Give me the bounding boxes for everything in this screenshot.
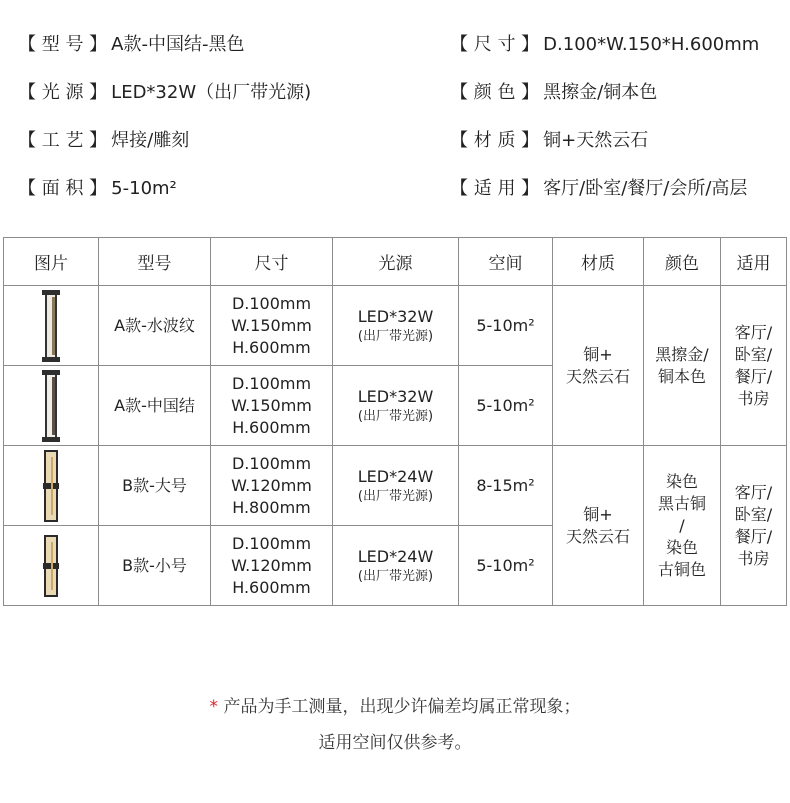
size-depth: D.100mm <box>231 293 312 313</box>
spec-craft <box>18 130 189 152</box>
color-line: 染色 <box>665 471 698 491</box>
model-cell: A款-中国结 <box>99 366 211 446</box>
light-source-cell <box>333 526 459 606</box>
usage-cell-group-a <box>721 286 787 446</box>
spec-label: 【 光 源 】 <box>18 82 108 103</box>
led-note: (出厂带光源) <box>357 328 434 344</box>
footer-text-1: 产品为手工测量，出现少许偏差均属正常现象； <box>218 697 581 717</box>
space-cell: 5-10m² <box>459 366 553 446</box>
light-source-cell <box>333 446 459 526</box>
space-cell: 5-10m² <box>459 526 553 606</box>
spec-value: 铜+天然云石 <box>543 130 649 151</box>
spec-value: 客厅/卧室/餐厅/会所/高层 <box>543 178 748 199</box>
material-line: 天然云石 <box>565 526 630 546</box>
table-row <box>4 286 787 366</box>
footer-note-2 <box>0 728 790 753</box>
header-image: 图片 <box>4 238 99 286</box>
spec-label: 【 面 积 】 <box>18 178 108 199</box>
usage-line: 书房 <box>737 388 770 408</box>
model-cell: B款-大号 <box>99 446 211 526</box>
space-cell: 5-10m² <box>459 286 553 366</box>
color-cell-group-a <box>644 286 721 446</box>
size-depth: D.100mm <box>231 533 312 553</box>
size-cell <box>211 446 333 526</box>
spec-label: 【 颜 色 】 <box>450 82 540 103</box>
wall-lamp-b-small-image <box>38 534 64 598</box>
light-source-cell <box>333 366 459 446</box>
lamp-image-cell <box>4 526 99 606</box>
size-cell <box>211 526 333 606</box>
led-note: (出厂带光源) <box>357 568 434 584</box>
header-size: 尺寸 <box>211 238 333 286</box>
size-width: W.120mm <box>231 555 312 575</box>
size-cell <box>211 366 333 446</box>
size-width: W.150mm <box>231 395 312 415</box>
material-line: 铜+ <box>583 504 613 524</box>
led-power: LED*24W <box>357 546 434 566</box>
spec-usage <box>450 178 747 200</box>
header-color: 颜色 <box>644 238 721 286</box>
table-header-row <box>4 238 787 286</box>
color-line: 黑擦金/ <box>655 344 709 364</box>
led-note: (出厂带光源) <box>357 488 434 504</box>
wall-lamp-a-knot-image <box>38 369 64 443</box>
header-material: 材质 <box>553 238 644 286</box>
usage-line: 卧室/ <box>734 504 773 524</box>
spec-label: 【 型 号 】 <box>18 34 108 55</box>
usage-line: 卧室/ <box>734 344 773 364</box>
header-light-source: 光源 <box>333 238 459 286</box>
spec-label: 【 工 艺 】 <box>18 130 108 151</box>
size-width: W.150mm <box>231 315 312 335</box>
led-power: LED*32W <box>357 306 434 326</box>
spec-label: 【 材 质 】 <box>450 130 540 151</box>
wall-lamp-a-wave-image <box>38 289 64 363</box>
size-width: W.120mm <box>231 475 312 495</box>
material-line: 铜+ <box>583 344 613 364</box>
size-depth: D.100mm <box>231 373 312 393</box>
table-row <box>4 446 787 526</box>
material-cell-group-b <box>553 446 644 606</box>
spec-light-source <box>18 82 311 104</box>
size-height: H.800mm <box>232 497 311 517</box>
wall-lamp-b-large-image <box>38 449 64 523</box>
spec-label: 【 尺 寸 】 <box>450 34 540 55</box>
color-line: / <box>679 515 685 535</box>
header-space: 空间 <box>459 238 553 286</box>
spec-label: 【 适 用 】 <box>450 178 540 199</box>
usage-line: 客厅/ <box>734 482 773 502</box>
spec-value: A款-中国结-黑色 <box>111 34 245 55</box>
spec-value: 黑擦金/铜本色 <box>543 82 658 103</box>
size-height: H.600mm <box>232 417 311 437</box>
spec-size <box>450 34 759 56</box>
asterisk-mark: * <box>209 697 219 717</box>
light-source-cell <box>333 286 459 366</box>
lamp-image-cell <box>4 286 99 366</box>
header-model: 型号 <box>99 238 211 286</box>
product-table <box>3 237 787 606</box>
led-power: LED*32W <box>357 386 434 406</box>
usage-cell-group-b <box>721 446 787 606</box>
color-line: 铜本色 <box>657 366 706 386</box>
spec-value: LED*32W（出厂带光源) <box>111 82 312 103</box>
usage-line: 餐厅/ <box>734 526 773 546</box>
header-usage: 适用 <box>721 238 787 286</box>
spec-model <box>18 34 244 56</box>
size-height: H.600mm <box>232 577 311 597</box>
model-cell: B款-小号 <box>99 526 211 606</box>
spec-color <box>450 82 657 104</box>
color-line: 古铜色 <box>657 559 706 579</box>
spec-material <box>450 130 648 152</box>
usage-line: 书房 <box>737 548 770 568</box>
footer-note-1 <box>0 692 790 717</box>
material-cell-group-a <box>553 286 644 446</box>
footer-text-2: 适用空间仅供参考。 <box>318 733 472 753</box>
material-line: 天然云石 <box>565 366 630 386</box>
usage-line: 餐厅/ <box>734 366 773 386</box>
size-depth: D.100mm <box>231 453 312 473</box>
color-cell-group-b <box>644 446 721 606</box>
lamp-image-cell <box>4 366 99 446</box>
usage-line: 客厅/ <box>734 322 773 342</box>
color-line: 黑古铜 <box>657 493 706 513</box>
led-note: (出厂带光源) <box>357 408 434 424</box>
size-height: H.600mm <box>232 337 311 357</box>
size-cell <box>211 286 333 366</box>
spec-value: D.100*W.150*H.600mm <box>543 34 760 55</box>
model-cell: A款-水波纹 <box>99 286 211 366</box>
spec-value: 焊接/雕刻 <box>111 130 190 151</box>
color-line: 染色 <box>665 537 698 557</box>
spec-area <box>18 178 177 200</box>
led-power: LED*24W <box>357 466 434 486</box>
lamp-image-cell <box>4 446 99 526</box>
space-cell: 8-15m² <box>459 446 553 526</box>
spec-value: 5-10m² <box>111 178 177 199</box>
